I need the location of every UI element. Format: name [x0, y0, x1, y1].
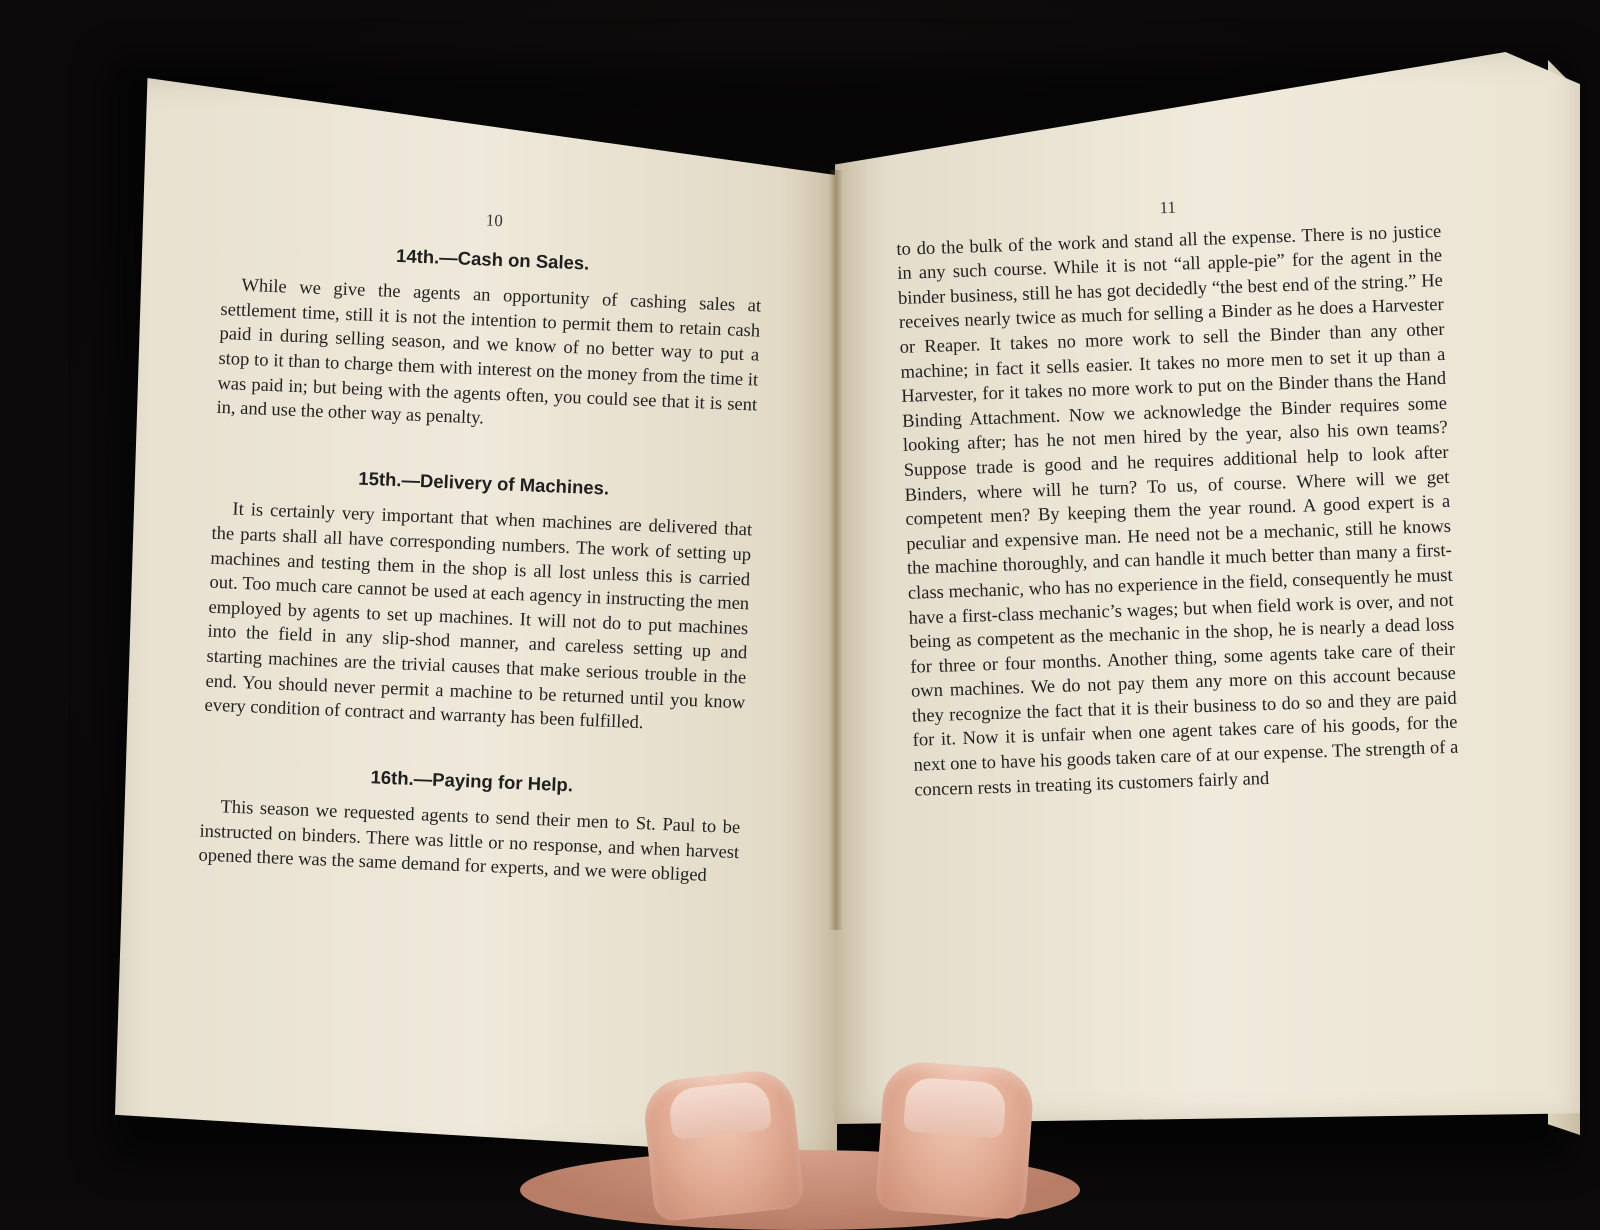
heading-paying-for-help: 16th.—Paying for Help. [370, 766, 574, 796]
page-number-left: 10 [485, 210, 504, 231]
heading-cash-on-sales: 14th.—Cash on Sales. [395, 244, 590, 274]
paragraph-delivery-of-machines: It is certainly very important that when machines are delivered that the parts shall all have corresponding numbers. The work of setting up machines and testing them in the shop is all lost unless this is carried out. Too much care cannot be used at each agency in instructing the men employed by agents to set up machines. It will not do to put machines into the field in any slip-shod manner, and careless setting up and starting machines are the trivial causes that make serious trouble in the end. You should never permit a machine to be returned until you know every condition of contract and warranty has been fulfilled. [204, 499, 753, 734]
page-number-right: 11 [1159, 197, 1177, 218]
right-page-text [895, 187, 1460, 803]
right-thumbnail [903, 1077, 1007, 1139]
paragraph-paying-for-help: This season we requested agents to send their men to St. Paul to be instructed on binders. There was little or no response, and when harvest opened there was the same demand for experts, and we were obliged [198, 797, 741, 887]
heading-delivery-of-machines: 15th.—Delivery of Machines. [358, 467, 610, 499]
book-gutter [829, 170, 843, 930]
left-page-text [198, 198, 764, 890]
paragraph-cash-on-sales: While we give the agents an opportunity of cashing sales at settlement time, still it is not the intention to permit them to retain cash paid in during selling season, and we know of no better way to put a stop to it than to charge them with interest on the money from the time it was paid in; but being with the agents often, you could see that it is sent in, and use the other way as penalty. [216, 275, 762, 429]
paragraph-continued: to do the bulk of the work and stand all the expense. There is no justice in any such course. While it is not “all apple-pie” for the agent in the binder business, still he has got decidedly “the best end of the string.” He receives nearly twice as much for selling a Binder as he does a Harvester or Reaper. It takes no more work to sell the Binder than any other machine; in fact it sells easier. It takes no more men to set it up than a Harvester, for it takes no more work to put on the Binder thans the Hand Binding Attachment. Now we acknowledge the Binder requires some looking after; has he not men hired by the year, also his own teams? Suppose trade is good and he requires additional help to look after Binders, where will he turn? To us, of course. Where will we get competent men? By keeping them the year round. A good expert is a peculiar and expensive man. He need not be a mechanic, still he knows the machine thoroughly, and can handle it much better than many a first-class mechanic, who has no experience in the field, consequently he must have a first-class mechanic’s wages; but when field work is over, and not being as competent as the mechanic in the shop, he is nearly a dead loss for three or four months. Another thing, some agents take care of their own machines. We do not pay them any more on this account because they recognize the fact that it is their business to do so and they are paid for it. Now it is unfair when one agent takes care of his goods, for the next one to have his goods taken care of at our expense. The strength of a concern rests in treating its customers fairly and [896, 221, 1459, 801]
